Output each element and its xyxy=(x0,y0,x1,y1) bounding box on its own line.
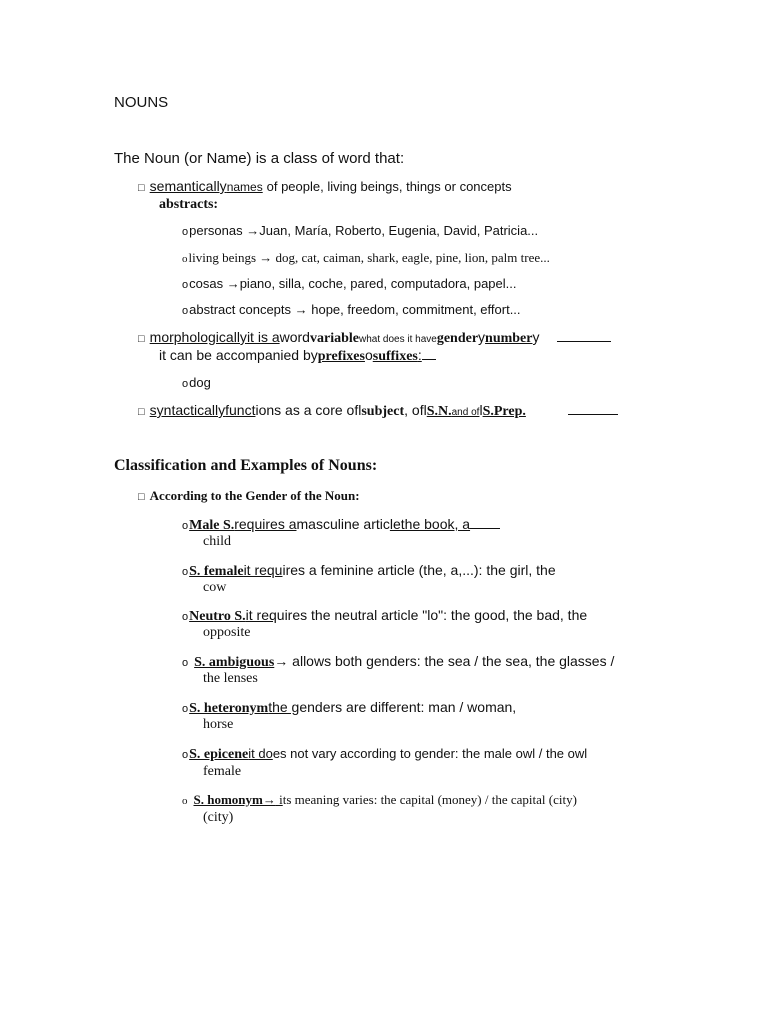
gender-item-line2: cow xyxy=(203,580,227,595)
morph-bullet: □ morphologicallyit is awordvariablewhat does it havegenderynumbery xyxy=(138,329,611,347)
circle-bullet-icon: o xyxy=(182,657,189,669)
circle-bullet-icon: o xyxy=(182,253,188,265)
circle-bullet-icon: o xyxy=(182,566,189,578)
semantic-bullet xyxy=(138,178,512,194)
morph-example: odog xyxy=(182,375,211,390)
circle-bullet-icon: o xyxy=(182,795,188,807)
semantic-example: ocosas →piano, silla, coche, pared, computadora, papel... xyxy=(182,276,517,291)
circle-bullet-icon: o xyxy=(182,611,189,623)
circle-bullet-icon: o xyxy=(182,749,189,761)
gender-item-line2: (city) xyxy=(203,810,234,825)
circle-bullet-icon: o xyxy=(182,520,189,532)
gender-item: oS. epiceneit does not vary according to gender: the male owl / the owl xyxy=(182,746,588,762)
semantic-example: opersonas →Juan, María, Roberto, Eugenia, David, Patricia... xyxy=(182,223,539,238)
square-bullet-icon: □ xyxy=(138,406,145,418)
circle-bullet-icon: o xyxy=(182,378,189,390)
gender-item-line2: horse xyxy=(203,717,234,732)
square-bullet-icon: □ xyxy=(138,491,145,503)
gender-heading: □ According to the Gender of the Noun: xyxy=(138,488,360,503)
circle-bullet-icon: o xyxy=(182,226,189,238)
syntax-bullet: □ syntacticallyfunctions as a core oflsubject, oflS.N.and oflS.Prep. xyxy=(138,402,618,420)
intro-text: The Noun (or Name) is a class of word that: xyxy=(114,150,405,167)
gender-item: o S. ambiguous→ allows both genders: the sea / the sea, the glasses / xyxy=(182,653,615,670)
semantic-abstracts: abstracts: xyxy=(159,197,219,212)
fill-blank xyxy=(557,340,611,342)
gender-item: oS. femaleit requires a feminine article (the, a,...): the girl, the xyxy=(182,562,556,579)
morph-line2: it can be accompanied byprefixesosuffixes: xyxy=(159,347,436,365)
gender-item-line2: female xyxy=(203,764,242,779)
gender-item-line2: the lenses xyxy=(203,671,258,686)
gender-item: o S. homonym→ its meaning varies: the capital (money) / the capital (city) xyxy=(182,792,577,807)
gender-item: oNeutro S.it requires the neutral article "lo": the good, the bad, the xyxy=(182,607,588,624)
semantic-example: oabstract concepts → hope, freedom, commitment, effort... xyxy=(182,302,521,317)
semantic-rest: of people, living beings, things or concepts xyxy=(266,179,512,194)
fill-blank xyxy=(568,413,618,415)
gender-item-line2: child xyxy=(203,534,231,549)
semantic-names: names xyxy=(226,180,263,194)
circle-bullet-icon: o xyxy=(182,279,189,291)
semantic-example: oliving beings → dog, cat, caiman, shark, eagle, pine, lion, palm tree... xyxy=(182,250,550,265)
circle-bullet-icon: o xyxy=(182,305,189,317)
gender-item: oMale S.requires amasculine articlethe book, a xyxy=(182,516,500,534)
circle-bullet-icon: o xyxy=(182,703,189,715)
gender-item: oS. heteronymthe genders are different: man / woman, xyxy=(182,699,517,716)
page-title: NOUNS xyxy=(114,94,169,111)
classification-heading: Classification and Examples of Nouns: xyxy=(114,457,378,474)
square-bullet-icon: □ xyxy=(138,182,145,194)
square-bullet-icon: □ xyxy=(138,333,145,345)
gender-item-line2: opposite xyxy=(203,625,251,640)
semantic-word: semantically xyxy=(149,178,227,194)
